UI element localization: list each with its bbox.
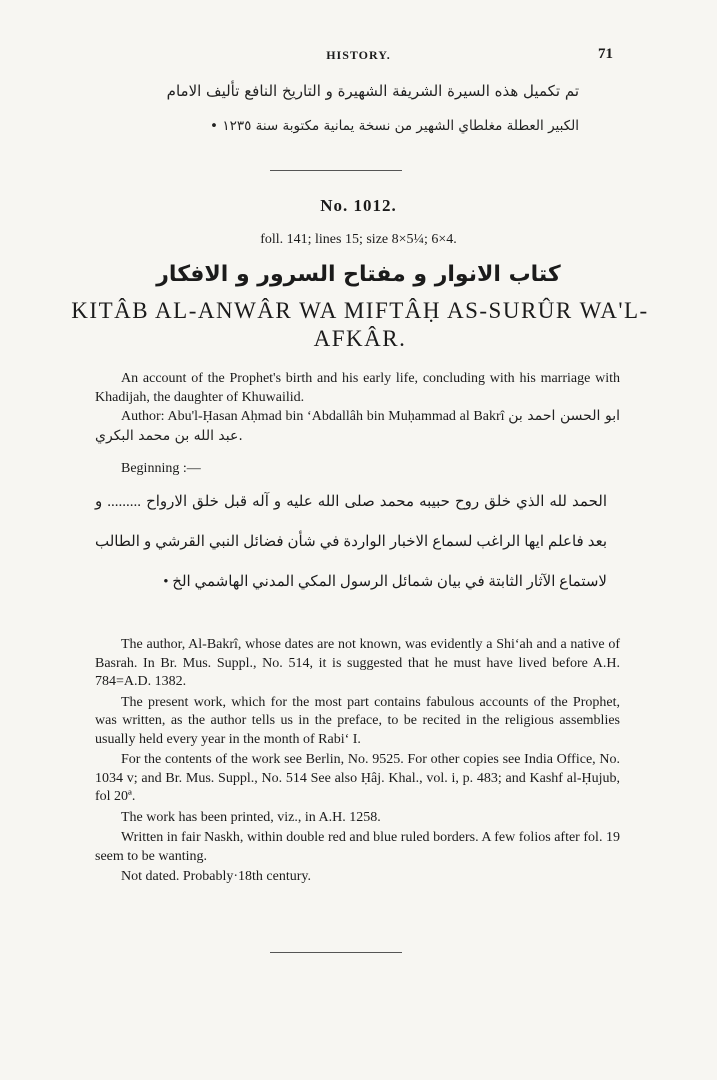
author-label: Author: [121, 409, 165, 424]
section-divider-top [270, 170, 402, 171]
description-paragraph: An account of the Prophet's birth and his early life, concluding with his marriage with Khadijah, the daughter of Khuwailid. [95, 371, 620, 405]
arabic-incipit: الحمد لله الذي خلق روح حبيبه محمد صلى الله عليه و آله قبل خلق الارواح ......... و بعد فاعلم ايها الراغب لسماع الاخبار الواردة في شأن فضائل النبي القرشي و الطالب لاستماع الآثار الثابتة في بيان شمائل الرسول المكي المدني الهاشمي الخ • [95, 494, 607, 590]
note-paragraph: The author, Al-Bakrî, whose dates are not known, was evidently a Shiʻah and a native of Basrah. In Br. Mus. Suppl., No. 514, it is suggested that he must have lived before A.H. 784=A.D. 1382. [95, 637, 620, 689]
section-divider-bottom [270, 952, 402, 953]
author-name: Abu'l-Ḥasan Aḥmad bin ʻAbdallâh bin Muḥammad al Bakrî [167, 409, 505, 424]
roman-title: KITÂB AL-ANWÂR WA MIFTÂḤ AS-SURÛR WA'L-AFKÂR. [71, 298, 649, 351]
beginning-label: Beginning :— [121, 461, 201, 476]
note-paragraph: Not dated. Probably·18th century. [121, 869, 311, 884]
running-head [0, 46, 717, 66]
author-line [95, 407, 620, 446]
note-paragraph: For the contents of the work see Berlin, No. 9525. For other copies see India Office, No. 1034 v; and Br. Mus. Suppl., No. 514 See also Ḥâj. Khal., vol. i, p. 483; and Kashf al-Ḥujub, fol 20ª. [95, 752, 620, 804]
note-paragraph: Written in fair Naskh, within double red and blue ruled borders. A few folios after fol. 19 seem to be wanting. [95, 830, 620, 864]
running-title: HISTORY. [326, 48, 391, 62]
arabic-colophon-line-2: الكبير العطلة مغلطاي الشهير من نسخة يمانية مكتوبة سنة ١٢٣٥ • [210, 118, 579, 134]
beginning-block [95, 460, 620, 479]
entry-number: No. 1012. [320, 196, 397, 215]
arabic-colophon-line-1: تم تكميل هذه السيرة الشريفة الشهيرة و التاريخ النافع تأليف الامام [166, 82, 579, 100]
note-paragraph: The work has been printed, viz., in A.H. 1258. [121, 809, 381, 825]
note-paragraph: The present work, which for the most part contains fabulous accounts of the Prophet, was written, as the author tells us in the preface, to be recited in the religious assemblies usually held every year in the month of Rabiʻ I. [95, 694, 620, 747]
page-number: 71 [598, 46, 613, 62]
arabic-title: كتاب الانوار و مفتاح السرور و الافكار [156, 262, 561, 287]
collation-line: foll. 141; lines 15; size 8×5¼; 6×4. [260, 232, 457, 247]
notes-block [95, 636, 620, 889]
description-block [95, 370, 620, 446]
author-name-arabic: ابو الحسن احمد بن عبد الله بن محمد البكري. [95, 408, 621, 444]
